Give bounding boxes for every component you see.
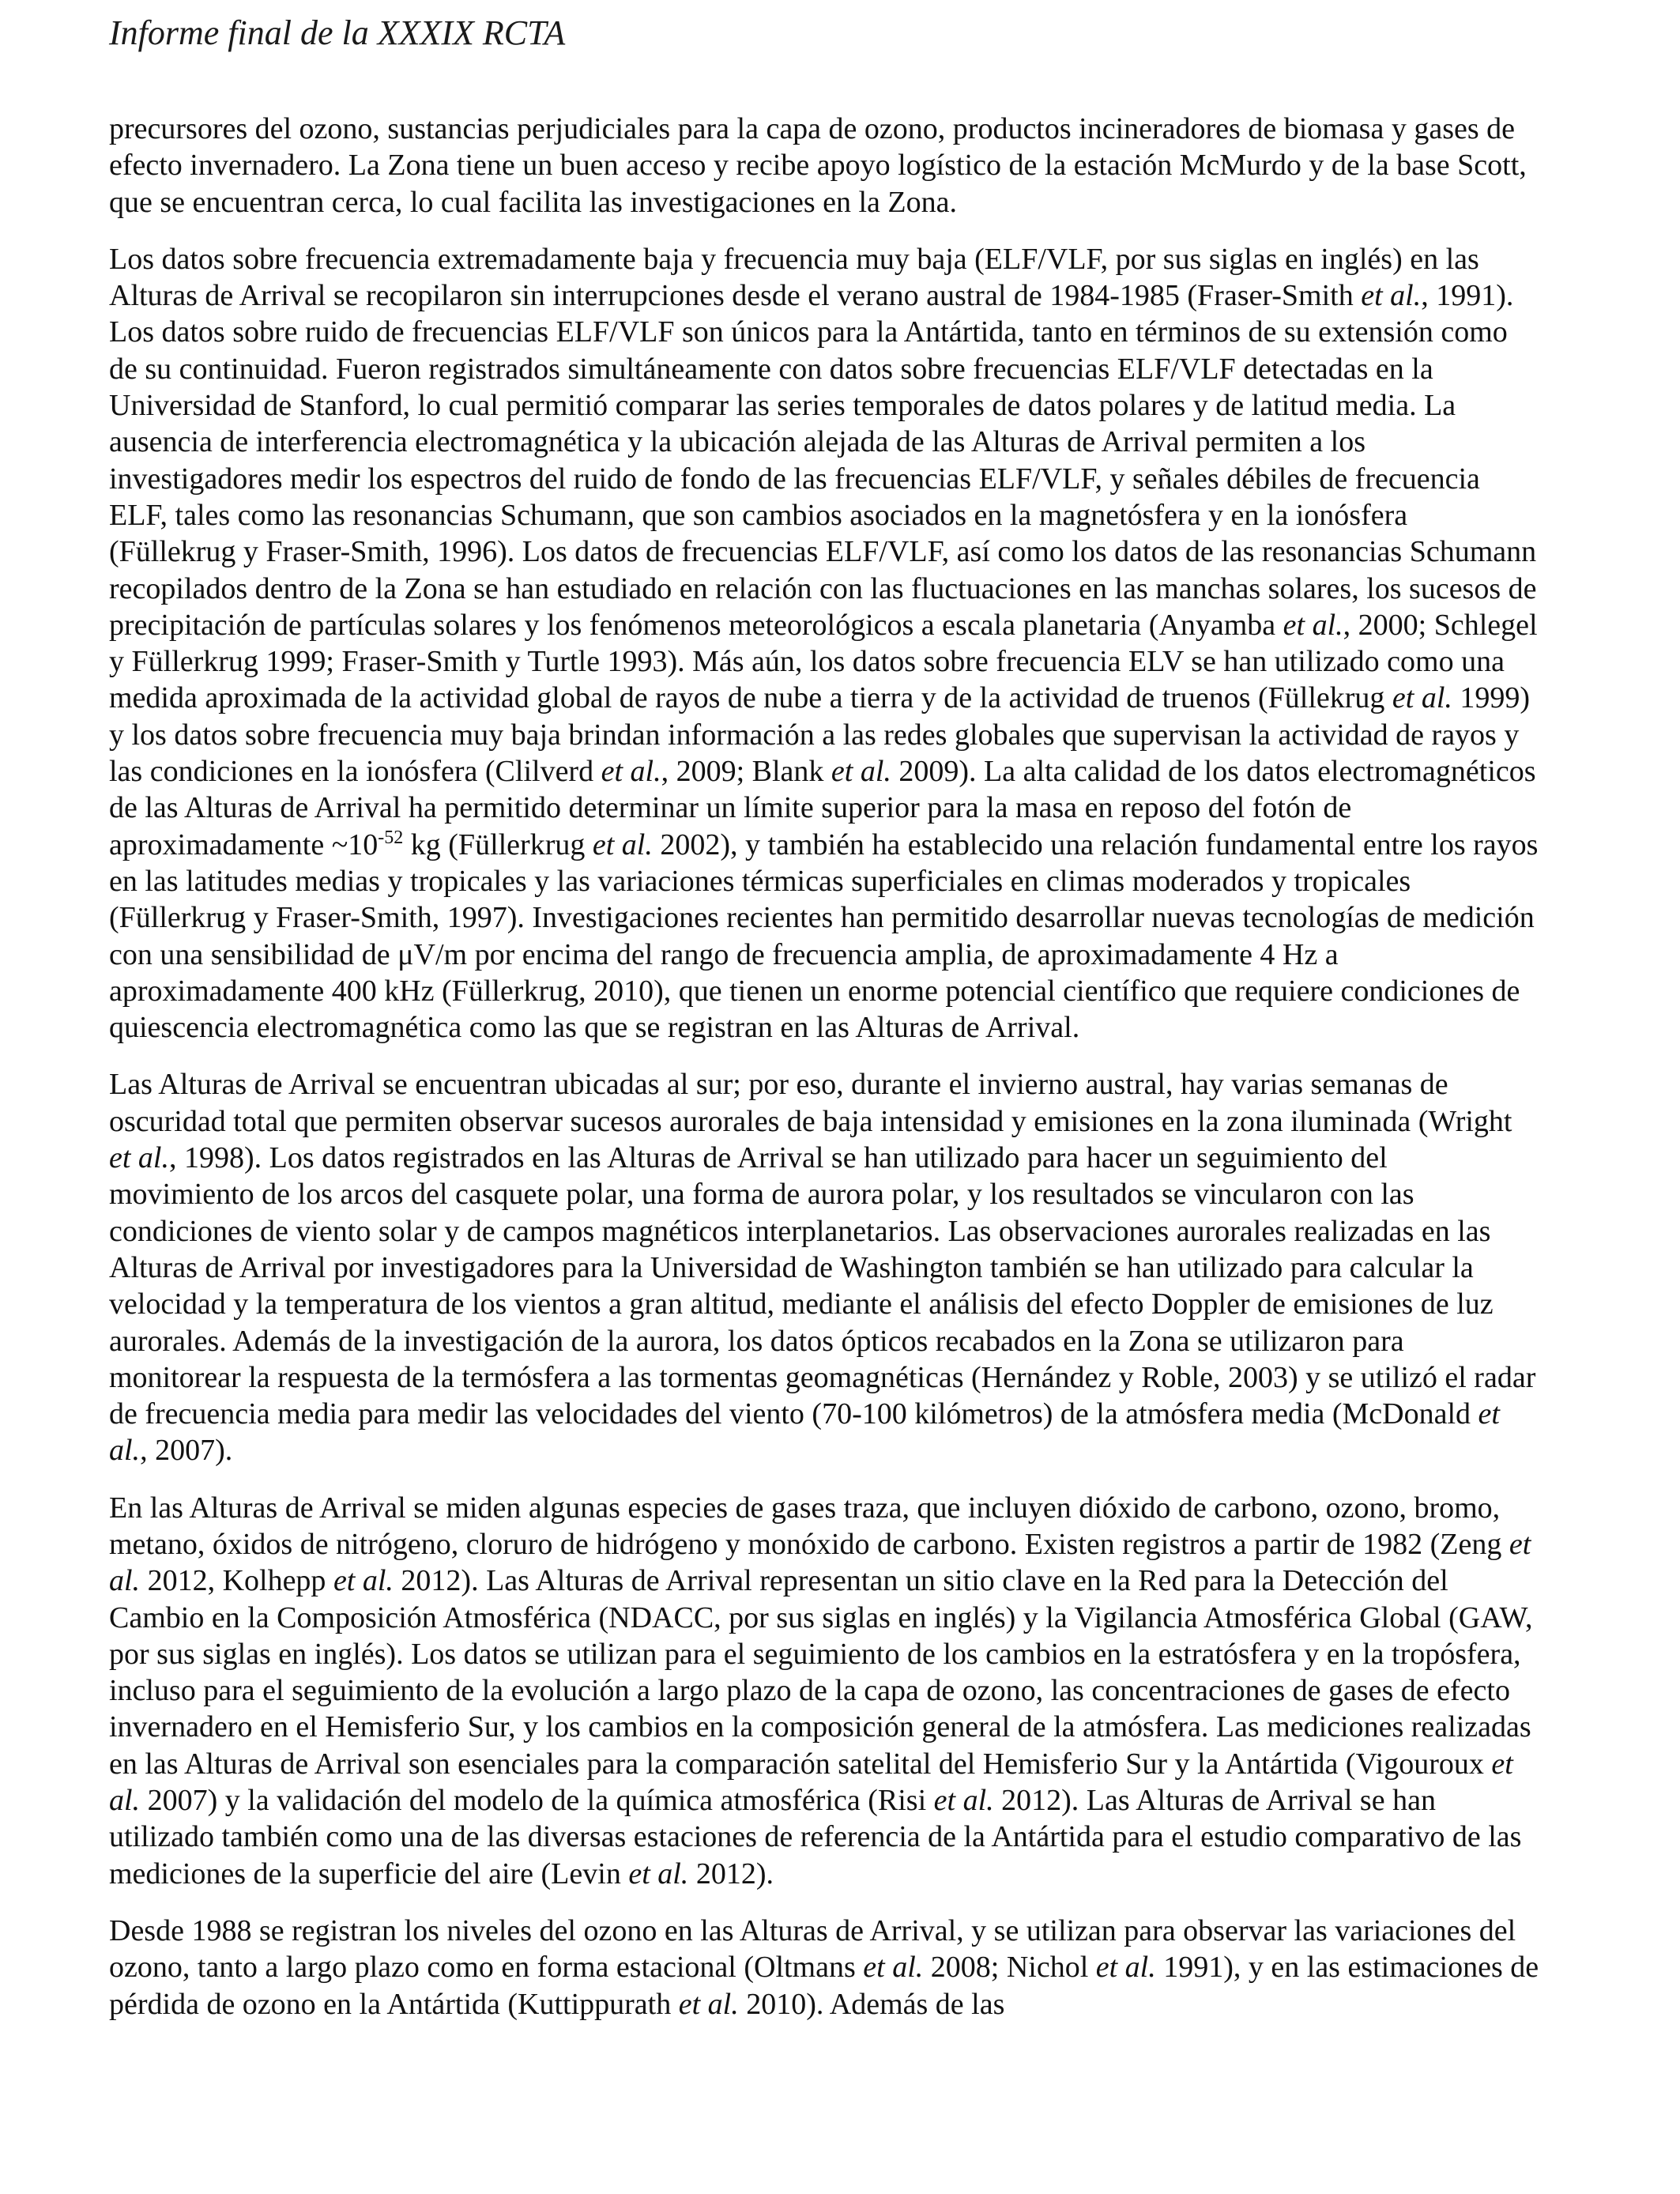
paragraph-text: 2010). Además de las bbox=[738, 1987, 1005, 2021]
italic-citation-text: et al. bbox=[109, 1141, 169, 1175]
paragraph-text: Desde 1988 se registran los niveles del ozono en las Alturas de Arrival, y se utilizan para observar las variaciones del ozono, tanto a largo plazo como en forma estacional (Oltmans bbox=[109, 1913, 1516, 1985]
italic-citation-text: et al. bbox=[1283, 608, 1343, 642]
italic-citation-text: et al. bbox=[1095, 1951, 1156, 1985]
italic-citation-text: et al. bbox=[601, 755, 661, 789]
paragraph-text: Los datos sobre frecuencia extremadamente baja y frecuencia muy baja (ELF/VLF, por sus siglas en inglés) en las Alturas de Arrival se recopilaron sin interrupciones desde el verano austral de 1984-1985 (Fraser-Smith bbox=[109, 242, 1479, 313]
paragraph-text: Las Alturas de Arrival se encuentran ubicadas al sur; por eso, durante el invierno austral, hay varias semanas de oscuridad total que permiten observar sucesos aurorales de baja intensidad y emisiones en la zona iluminada (Wright bbox=[109, 1068, 1512, 1138]
paragraph-text: 2012). Las Alturas de Arrival representan un sitio clave en la Red para la Detección del Cambio en la Composición Atmosférica (NDACC, por sus siglas en inglés) y la Vigilancia Atmosférica Global (GAW, por sus siglas en inglés). Los datos se utilizan para el seguimiento de los cambios en la estratósfera y en la tropósfera, incluso para el seguimiento de la evolución a largo plazo de la capa de ozono, las concentraciones de gases de efecto invernadero en el Hemisferio Sur, y los cambios en la composición general de la atmósfera. Las mediciones realizadas en las Alturas de Arrival son esenciales para la comparación satelital del Hemisferio Sur y la Antártida (Vigouroux bbox=[109, 1564, 1533, 1781]
paragraph-text: , 2000; Schlegel y Füllerkrug 1999; Fraser-Smith y Turtle 1993). Más aún, los datos sobre frecuencia ELV se han utilizado como una medida aproximada de la actividad global de rayos de nube a tierra y de la actividad de truenos (Füllekrug bbox=[109, 608, 1538, 715]
italic-citation-text: et al. bbox=[628, 1857, 689, 1891]
paragraph bbox=[109, 111, 1539, 221]
paragraph bbox=[109, 1490, 1539, 1892]
document-title: Informe final de la XXXIX RCTA bbox=[109, 13, 566, 52]
paragraph-text: 2009). La alta calidad de los datos electromagnéticos de las Alturas de Arrival ha permitido determinar un límite superior para la masa en reposo del fotón de aproximadamente ~10 bbox=[109, 755, 1536, 861]
italic-citation-text: et al. bbox=[678, 1987, 739, 2021]
paragraph bbox=[109, 241, 1539, 1046]
italic-citation-text: et al. bbox=[109, 1397, 1500, 1468]
document-body bbox=[109, 111, 1539, 2043]
italic-citation-text: et al. bbox=[1361, 279, 1422, 313]
paragraph-text: 1999) y los datos sobre frecuencia muy baja brindan información a las redes globales que supervisan la actividad de rayos y las condiciones en la ionósfera (Clilverd bbox=[109, 681, 1531, 789]
paragraph bbox=[109, 1066, 1539, 1468]
paragraph-text: , 2009; Blank bbox=[661, 755, 831, 789]
superscript-text: -52 bbox=[378, 827, 404, 848]
italic-citation-text: et al. bbox=[109, 1527, 1531, 1598]
paragraph-text: 2012). bbox=[688, 1857, 774, 1891]
paragraph-text: , 1991). Los datos sobre ruido de frecuencias ELF/VLF son únicos para la Antártida, tanto en términos de su extensión como de su continuidad. Fueron registrados simultáneamente con datos sobre frecuencias ELF/VLF detectadas en la Universidad de Stanford, lo cual permitió comparar las series temporales de datos polares y de latitud media. La ausencia de interferencia electromagnética y la ubicación alejada de las Alturas de Arrival permiten a los investigadores medir los espectros del ruido de fondo de las frecuencias ELF/VLF, y señales débiles de frecuencia ELF, tales como las resonancias Schumann, que son cambios asociados en la magnetósfera y en la ionósfera (Füllekrug y Fraser-Smith, 1996). Los datos de frecuencias ELF/VLF, así como los datos de las resonancias Schumann recopilados dentro de la Zona se han estudiado en relación con las fluctuaciones en las manchas solares, los sucesos de precipitación de partículas solares y los fenómenos meteorológicos a escala planetaria (Anyamba bbox=[109, 279, 1537, 642]
paragraph-text: kg (Füllerkrug bbox=[403, 827, 593, 861]
paragraph-text: , 1998). Los datos registrados en las Alturas de Arrival se han utilizado para hacer un seguimiento del movimiento de los arcos del casquete polar, una forma de aurora polar, y los resultados se vincularon con las condiciones de viento solar y de campos magnéticos interplanetarios. Las observaciones aurorales realizadas en las Alturas de Arrival por investigadores para la Universidad de Washington también se han utilizado para calcular la velocidad y la temperatura de los vientos a gran altitud, mediante el análisis del efecto Doppler de emisiones de luz aurorales. Además de la investigación de la aurora, los datos ópticos recabados en la Zona se utilizaron para monitorear la respuesta de la termósfera a las tormentas geomagnéticas (Hernández y Roble, 2003) y se utilizó el radar de frecuencia media para medir las velocidades del viento (70-100 kilómetros) de la atmósfera media (McDonald bbox=[109, 1141, 1536, 1431]
paragraph-text: 2012, Kolhepp bbox=[140, 1564, 333, 1598]
paragraph-text: 2012). Las Alturas de Arrival se han utilizado también como una de las diversas estaciones de referencia de la Antártida para el estudio comparativo de las mediciones de la superficie del aire (Levin bbox=[109, 1784, 1522, 1891]
italic-citation-text: et al. bbox=[933, 1784, 994, 1818]
italic-citation-text: et al. bbox=[333, 1564, 394, 1598]
italic-citation-text: et al. bbox=[1392, 681, 1452, 715]
paragraph-text: precursores del ozono, sustancias perjudiciales para la capa de ozono, productos incineradores de biomasa y gases de efecto invernadero. La Zona tiene un buen acceso y recibe apoyo logístico de la estación McMurdo y de la base Scott, que se encuentran cerca, lo cual facilita las investigaciones en la Zona. bbox=[109, 112, 1527, 219]
paragraph bbox=[109, 1913, 1539, 2022]
paragraph-text: 2007) y la validación del modelo de la química atmosférica (Risi bbox=[140, 1784, 934, 1818]
paragraph-text: 2008; Nichol bbox=[923, 1951, 1096, 1985]
page-header bbox=[109, 11, 565, 55]
paragraph-text: 2002), y también ha establecido una relación fundamental entre los rayos en las latitudes medias y tropicales y las variaciones térmicas superficiales en climas moderados y tropicales (Füllerkrug y Fraser-Smith, 1997). Investigaciones recientes han permitido desarrollar nuevas tecnologías de medición con una sensibilidad de μV/m por encima del rango de frecuencia amplia, de aproximadamente 4 Hz a aproximadamente 400 kHz (Füllerkrug, 2010), que tienen un enorme potencial científico que requiere condiciones de quiescencia electromagnética como las que se registran en las Alturas de Arrival. bbox=[109, 827, 1539, 1045]
paragraph-text: En las Alturas de Arrival se miden algunas especies de gases traza, que incluyen dióxido de carbono, ozono, bromo, metano, óxidos de nitrógeno, cloruro de hidrógeno y monóxido de carbono. Existen registros a partir de 1982 (Zeng bbox=[109, 1491, 1509, 1561]
italic-citation-text: et al. bbox=[109, 1747, 1513, 1818]
paragraph-text: 1991), y en las estimaciones de pérdida de ozono en la Antártida (Kuttippurath bbox=[109, 1951, 1539, 2021]
italic-citation-text: et al. bbox=[592, 827, 653, 861]
italic-citation-text: et al. bbox=[831, 755, 891, 789]
paragraph-text: , 2007). bbox=[140, 1434, 233, 1468]
italic-citation-text: et al. bbox=[863, 1951, 924, 1985]
